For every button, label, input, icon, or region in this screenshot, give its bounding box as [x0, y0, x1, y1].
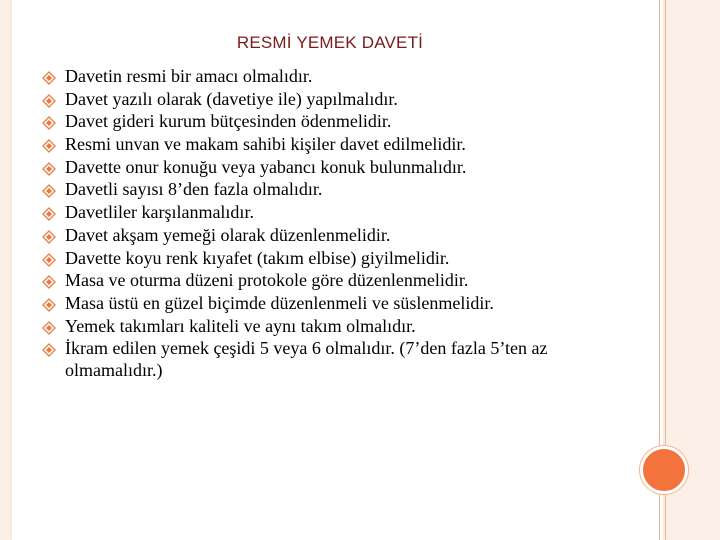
- list-item-text: İkram edilen yemek çeşidi 5 veya 6 olmalıdır. (7’den fazla 5’ten az olmamalıdır.): [65, 338, 548, 381]
- diamond-bullet-icon: [42, 181, 56, 195]
- list-item: [42, 110, 632, 132]
- diamond-bullet-icon: [42, 340, 56, 354]
- list-item: [42, 337, 632, 381]
- list-item-text: Davet yazılı olarak (davetiye ile) yapılmalıdır.: [65, 88, 398, 109]
- list-item: [42, 65, 632, 87]
- list-item: [42, 315, 632, 337]
- list-item-text: Masa ve oturma düzeni protokole göre düzenlenmelidir.: [65, 270, 469, 291]
- slide-title: RESMİ YEMEK DAVETİ: [236, 33, 424, 52]
- list-item: [42, 224, 632, 246]
- list-item-text: Davette onur konuğu veya yabancı konuk bulunmalıdır.: [65, 156, 467, 177]
- list-item: [42, 201, 632, 223]
- list-item-text: Davet gideri kurum bütçesinden ödenmelidir.: [65, 111, 392, 132]
- diamond-bullet-icon: [42, 68, 56, 82]
- list-item-text: Davetliler karşılanmalıdır.: [65, 202, 254, 223]
- diamond-bullet-icon: [42, 136, 56, 150]
- list-item-text: Resmi unvan ve makam sahibi kişiler davet edilmelidir.: [65, 134, 466, 155]
- list-item-text: Davetli sayısı 8’den fazla olmalıdır.: [65, 179, 323, 200]
- decorative-circle: [640, 446, 688, 494]
- list-item: [42, 178, 632, 200]
- list-item-text: Yemek takımları kaliteli ve aynı takım olmalıdır.: [65, 315, 416, 336]
- list-item: [42, 247, 632, 269]
- list-item-text: Davet akşam yemeği olarak düzenlenmelidir.: [65, 224, 391, 245]
- list-item-text: Masa üstü en güzel biçimde düzenlenmeli ve süslenmelidir.: [65, 292, 494, 313]
- diamond-bullet-icon: [42, 204, 56, 218]
- diamond-bullet-icon: [42, 272, 56, 286]
- list-item-text: Davette koyu renk kıyafet (takım elbise) giyilmelidir.: [65, 247, 450, 268]
- list-item: [42, 88, 632, 110]
- bullet-list: [42, 65, 632, 382]
- diamond-bullet-icon: [42, 227, 56, 241]
- diamond-bullet-icon: [42, 113, 56, 127]
- list-item: [42, 292, 632, 314]
- diamond-bullet-icon: [42, 318, 56, 332]
- diamond-bullet-icon: [42, 250, 56, 264]
- diamond-bullet-icon: [42, 159, 56, 173]
- list-item-text: Davetin resmi bir amacı olmalıdır.: [65, 66, 313, 86]
- list-item: [42, 133, 632, 155]
- list-item: [42, 269, 632, 291]
- diamond-bullet-icon: [42, 91, 56, 105]
- list-item: [42, 156, 632, 178]
- diamond-bullet-icon: [42, 295, 56, 309]
